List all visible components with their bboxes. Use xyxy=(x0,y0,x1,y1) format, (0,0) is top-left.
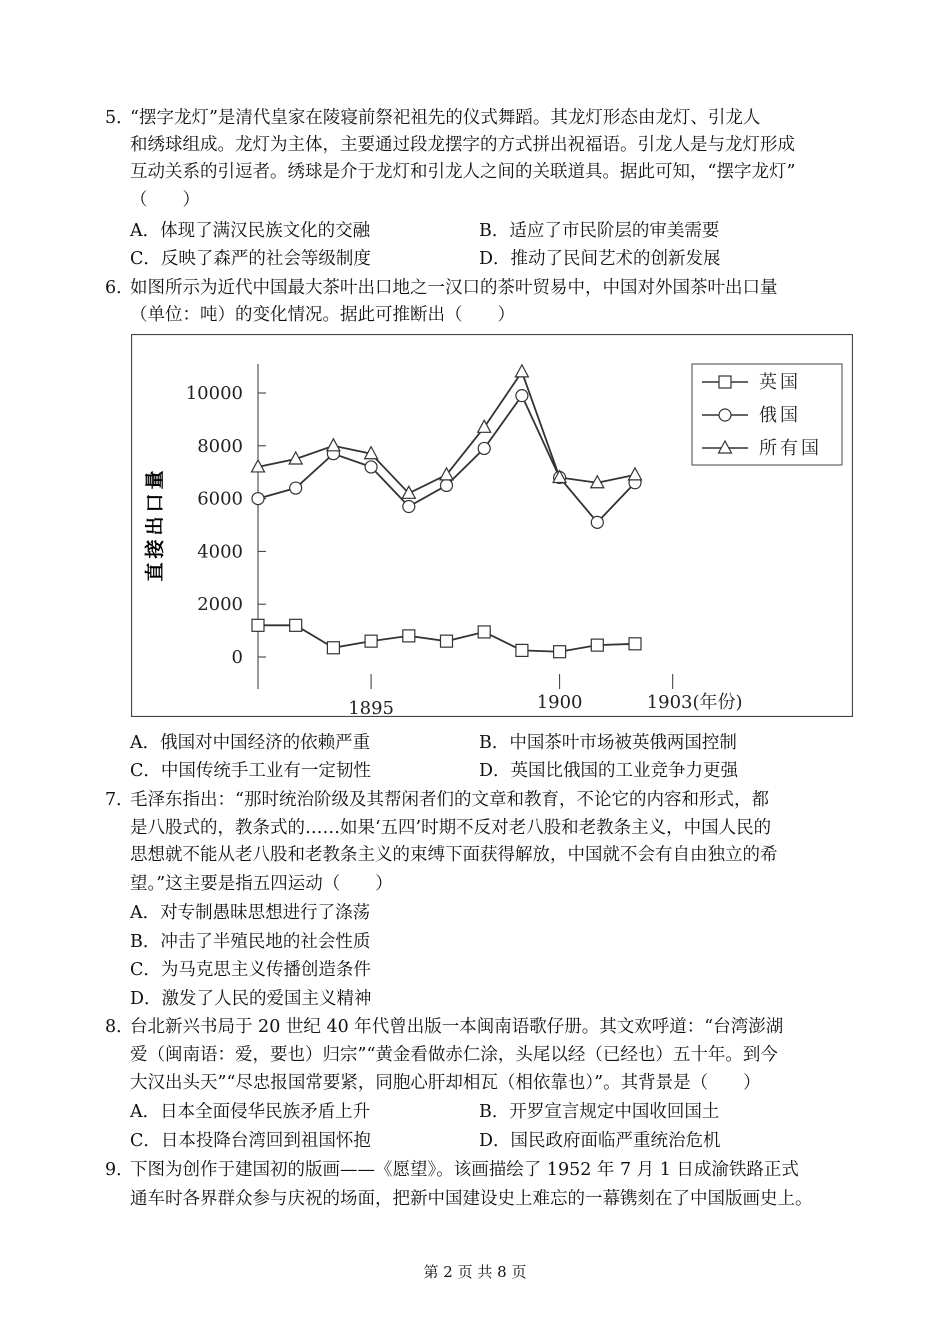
q7-option-d: D．激发了人民的爱国主义精神 xyxy=(130,989,372,1009)
q7-stem-line-1: 毛泽东指出：“那时统治阶级及其帮闲者们的文章和教育，不论它的内容和形式，都 xyxy=(130,790,769,810)
data-point-square xyxy=(478,626,490,638)
x-tick-label: 1900 xyxy=(536,692,583,713)
data-point-square xyxy=(252,619,264,631)
q8-option-c: C．日本投降台湾回到祖国怀抱 xyxy=(130,1131,371,1151)
y-tick-label: 8000 xyxy=(197,435,243,457)
q8-stem-line-2: 爱（闽南语：爱，要也）归宗”“黄金看做赤仁涂，头尾以经（已经也）五十年。到今 xyxy=(130,1045,778,1065)
x-tick-label: 1895 xyxy=(348,698,395,717)
legend-label: 所有国 xyxy=(759,438,822,459)
data-point-square xyxy=(554,646,566,658)
q5-option-a: A．体现了满汉民族文化的交融 xyxy=(130,221,371,241)
y-tick-label: 0 xyxy=(231,647,243,668)
data-point-square xyxy=(516,644,528,656)
q9-stem-line-2: 通车时各界群众参与庆祝的场面，把新中国建设史上难忘的一幕镌刻在了中国版画史上。 xyxy=(130,1189,813,1209)
q7-number: 7． xyxy=(105,790,134,810)
data-point-circle xyxy=(591,516,603,528)
q8-option-a: A．日本全面侵华民族矛盾上升 xyxy=(130,1102,371,1122)
q6-option-d: D．英国比俄国的工业竞争力更强 xyxy=(479,761,739,781)
q8-stem-line-3: 大汉出头天”“尽忠报国常要紧，同胞心肝却相瓦（相依靠也）”。其背景是（ ） xyxy=(130,1073,761,1093)
q7-stem-line-3: 思想就不能从老八股和老教条主义的束缚下面获得解放，中国就不会有自由独立的希 xyxy=(130,845,778,865)
q5-stem-line-1: “摆字龙灯”是清代皇家在陵寝前祭祀祖先的仪式舞蹈。其龙灯形态由龙灯、引龙人 xyxy=(130,108,761,128)
data-point-circle xyxy=(478,442,490,454)
q8-option-d: D．国民政府面临严重统治危机 xyxy=(479,1131,721,1151)
q9-number: 9． xyxy=(105,1160,134,1180)
data-point-square xyxy=(591,639,603,651)
q5-number: 5． xyxy=(105,108,134,128)
data-point-square xyxy=(365,635,377,647)
q6-stem-line-2: （单位：吨）的变化情况。据此可推断出（ ） xyxy=(130,305,515,325)
q7-option-c: C．为马克思主义传播创造条件 xyxy=(130,960,371,980)
q5-stem-line-4: （ ） xyxy=(130,190,200,210)
q5-stem-line-3: 互动关系的引逗者。绣球是介于龙灯和引龙人之间的关联道具。据此可知，“摆字龙灯” xyxy=(130,162,796,182)
q8-option-b: B．开罗宣言规定中国收回国土 xyxy=(479,1102,720,1122)
q7-stem-line-4: 望。”这主要是指五四运动（ ） xyxy=(130,874,393,894)
q6-option-c: C．中国传统手工业有一定韧性 xyxy=(130,761,371,781)
data-point-circle xyxy=(290,482,302,494)
q6-option-b: B．中国茶叶市场被英俄两国控制 xyxy=(479,733,737,753)
data-point-circle xyxy=(252,493,264,505)
chart-legend xyxy=(692,364,842,465)
data-point-square xyxy=(629,638,641,650)
data-point-square xyxy=(327,642,339,654)
data-point-square xyxy=(290,619,302,631)
q8-number: 8． xyxy=(105,1017,134,1037)
q9-stem-line-1: 下图为创作于建国初的版画——《愿望》。该画描绘了 1952 年 7 月 1 日成渝铁路正式 xyxy=(130,1160,799,1180)
y-tick-label: 6000 xyxy=(197,488,243,510)
data-point-square xyxy=(441,635,453,647)
data-point-circle xyxy=(516,390,528,402)
y-tick-label: 4000 xyxy=(197,541,243,563)
q6-stem-line-1: 如图所示为近代中国最大茶叶出口地之一汉口的茶叶贸易中，中国对外国茶叶出口量 xyxy=(130,278,778,298)
y-tick-label: 2000 xyxy=(197,594,243,616)
q8-stem-line-1: 台北新兴书局于 20 世纪 40 年代曾出版一本闽南语歌仔册。其文欢呼道：“台湾澎湖 xyxy=(130,1017,784,1037)
data-point-square xyxy=(403,630,415,642)
q5-stem-line-2: 和绣球组成。龙灯为主体，主要通过段龙摆字的方式拼出祝福语。引龙人是与龙灯形成 xyxy=(130,135,795,155)
q7-option-b: B．冲击了半殖民地的社会性质 xyxy=(130,932,371,952)
y-tick-label: 10000 xyxy=(185,383,243,404)
legend-label: 英国 xyxy=(759,372,801,393)
data-point-circle xyxy=(365,461,377,473)
page-footer: 第 2 页 共 8 页 xyxy=(423,1263,527,1281)
q7-stem-line-2: 是八股式的，教条式的……如果‘五四’时期不反对老八股和老教条主义，中国人民的 xyxy=(130,818,772,838)
y-axis-label: 直接出口量 xyxy=(144,466,166,582)
data-point-circle xyxy=(403,501,415,513)
x-tick-label: 1903(年份) xyxy=(646,692,743,713)
legend-marker-square xyxy=(719,376,731,388)
q5-option-b: B．适应了市民阶层的审美需要 xyxy=(479,221,720,241)
legend-marker-circle xyxy=(719,409,731,421)
data-point-circle xyxy=(441,479,453,491)
legend-label: 俄国 xyxy=(759,405,801,426)
q7-option-a: A．对专制愚昧思想进行了涤荡 xyxy=(130,903,371,923)
q6-number: 6． xyxy=(105,278,134,298)
q5-option-c: C．反映了森严的社会等级制度 xyxy=(130,249,371,269)
q6-option-a: A．俄国对中国经济的依赖严重 xyxy=(130,733,371,753)
tea-export-line-chart xyxy=(131,334,853,717)
q5-option-d: D．推动了民间艺术的创新发展 xyxy=(479,249,721,269)
